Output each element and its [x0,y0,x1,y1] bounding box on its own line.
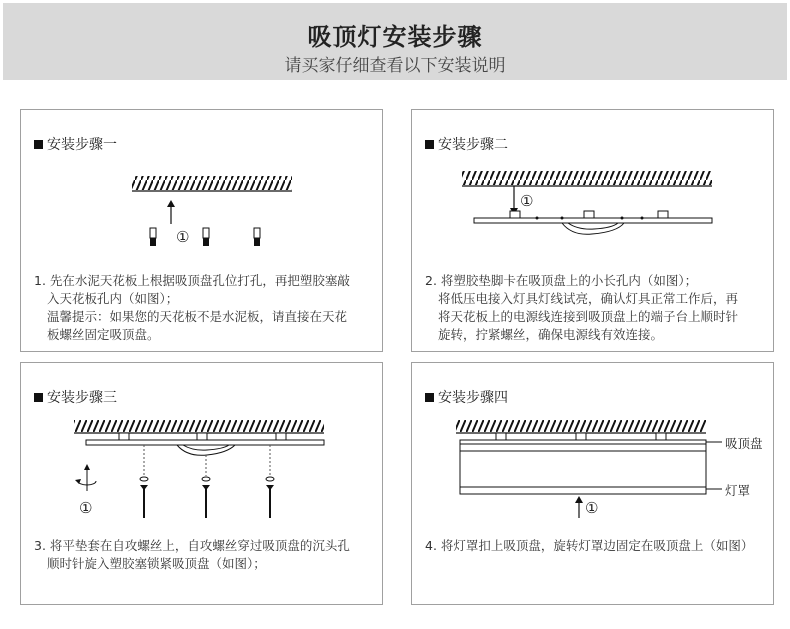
step-marker: ① [585,499,599,517]
wall-plug-icon [150,228,156,246]
wall-plug-icon [203,228,209,246]
leader-lines [706,442,722,489]
step-1-diagram [21,110,384,270]
page-subtitle: 请买家仔细查看以下安装说明 [284,56,506,76]
up-arrow-icon [167,200,175,224]
step-3-title: 安装步骤三 [34,387,117,407]
ceiling-hatch [132,176,292,191]
step-4-title: 安装步骤四 [425,387,508,407]
up-arrow-icon [575,496,583,518]
step-2-diagram [412,110,775,270]
ceiling-hatch [74,420,324,433]
ceiling-plate [474,211,712,234]
label-lamp-cover: 灯罩 [725,483,751,498]
step-2-description: 2. 将塑胶垫脚卡在吸顶盘上的小长孔内（如图）； 将低压电接入灯具灯线试亮，确认灯具正常工作后，再 将天花板上的电源线连接到吸顶盘上的端子台上顺时针 旋转，拧紧螺丝，确保电源线有效连接。 [425,273,739,342]
step-3-description: 3. 将平垫套在自攻螺丝上，自攻螺丝穿过吸顶盘的沉头孔 顺时针旋入塑胶塞锁紧吸顶盘（如图）； [34,538,350,571]
step-4-description: 4. 将灯罩扣上吸顶盘，旋转灯罩边固定在吸顶盘上（如图） [425,538,754,553]
rotate-clockwise-icon [75,464,96,491]
label-ceiling-plate: 吸顶盘 [725,436,763,451]
step-4-panel [411,362,774,605]
step-marker: ① [79,499,93,517]
screw-icon [202,477,210,518]
lamp-cover [460,444,706,494]
step-1-description: 1. 先在水泥天花板上根据吸顶盘孔位打孔，再把塑胶塞敲 入天花板孔内（如图）； 温馨提示：如果您的天花板不是水泥板，请直接在天花 板螺丝固定吸顶盘。 [34,273,350,342]
screw-icon [140,477,148,518]
step-2-panel [411,109,774,352]
wall-plug-icon [254,228,260,246]
step-marker: ① [520,192,534,210]
step-3-diagram [21,363,384,533]
ceiling-plate [86,433,324,455]
step-1-panel [20,109,383,352]
page-title: 吸顶灯安装步骤 [307,23,483,51]
step-2-title: 安装步骤二 [425,134,508,154]
ceiling-hatch [456,420,706,433]
step-3-panel [20,362,383,605]
ceiling-hatch [462,171,712,186]
step-marker: ① [176,228,190,246]
step-1-title: 安装步骤一 [34,134,117,154]
page-header [3,3,787,80]
screw-icon [266,477,274,518]
